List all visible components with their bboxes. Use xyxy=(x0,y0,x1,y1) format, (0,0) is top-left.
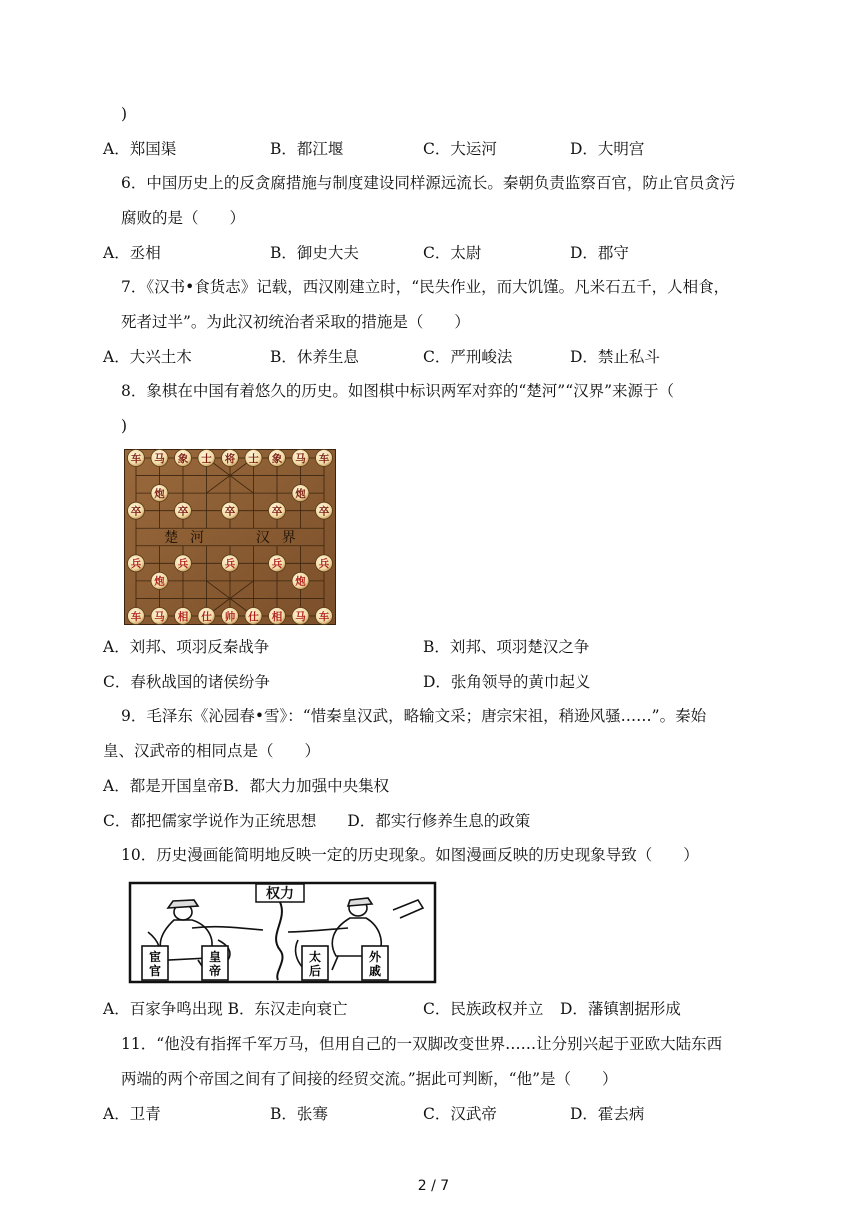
chessboard-figure xyxy=(124,449,336,625)
q6-stem-line2: 腐败的是（ ） xyxy=(121,209,246,227)
cartoon-label xyxy=(302,946,328,980)
chess-piece-top-row xyxy=(245,450,262,467)
svg-text:相: 相 xyxy=(177,610,189,623)
chess-piece-top-row xyxy=(175,450,192,467)
chess-piece-top-row xyxy=(151,450,168,467)
chess-piece-bottom-row xyxy=(128,608,145,625)
q11-option-c: C．汉武帝 xyxy=(423,1105,497,1123)
chess-piece-cannon-bottom xyxy=(151,572,168,589)
q7-stem-line1: 7．《汉书•食货志》记载，西汉刚建立时，“民失作业，而大饥馑。凡米石五千，人相食， xyxy=(121,278,730,296)
svg-text:权力: 权力 xyxy=(266,886,294,902)
chess-piece-bottom-row xyxy=(245,608,262,625)
river-label: 界 xyxy=(281,530,296,546)
chess-piece-pawn-top xyxy=(269,502,286,519)
q7-option-a: A．大兴土木 xyxy=(103,348,192,366)
q7-option-d: D．禁止私斗 xyxy=(570,348,660,366)
q6-option-c: C．太尉 xyxy=(423,244,482,262)
q7-option-c: C．严刑峻法 xyxy=(423,348,513,366)
chess-piece-bottom-row xyxy=(175,608,192,625)
q11-option-a: A．卫青 xyxy=(103,1105,161,1123)
svg-text:士: 士 xyxy=(248,452,259,465)
chess-piece-pawn-bottom xyxy=(128,555,145,572)
q11-option-d: D．霍去病 xyxy=(570,1105,645,1123)
chess-piece-pawn-top xyxy=(316,502,333,519)
q8-option-d: D．张角领导的黄巾起义 xyxy=(423,673,591,691)
q11-stem-line2: 两端的两个帝国之间有了间接的经贸交流。”据此可判断，“他”是（ ） xyxy=(121,1070,618,1088)
q10-option-ab: A．百家争鸣出现 B．东汉走向衰亡 xyxy=(103,1000,348,1018)
q8-option-a: A．刘邦、项羽反秦战争 xyxy=(103,638,270,656)
cartoon-figure xyxy=(128,880,438,986)
svg-text:外: 外 xyxy=(368,950,382,964)
svg-text:兵: 兵 xyxy=(224,558,236,571)
page-number: 2 / 7 xyxy=(417,1178,450,1194)
q6-option-b: B．御史大夫 xyxy=(270,244,359,262)
svg-text:兵: 兵 xyxy=(271,558,283,571)
svg-text:象: 象 xyxy=(177,452,189,465)
q6-option-a: A．丞相 xyxy=(103,244,161,262)
svg-text:炮: 炮 xyxy=(295,575,306,588)
chess-piece-pawn-bottom xyxy=(316,555,333,572)
river-label: 楚 xyxy=(164,530,179,546)
svg-text:士: 士 xyxy=(201,452,212,465)
chess-piece-top-row xyxy=(198,450,215,467)
q7-option-b: B．休养生息 xyxy=(270,348,359,366)
svg-text:炮: 炮 xyxy=(154,575,165,588)
q9-stem-line2: 皇、汉武帝的相同点是（ ） xyxy=(103,742,321,760)
svg-text:马: 马 xyxy=(154,610,165,623)
svg-text:卒: 卒 xyxy=(318,505,330,518)
chess-piece-top-row xyxy=(292,450,309,467)
chess-piece-top-row xyxy=(222,450,239,467)
chess-piece-top-row xyxy=(316,450,333,467)
q10-stem-line1: 10．历史漫画能简明地反映一定的历史现象。如图漫画反映的历史现象导致（ ） xyxy=(121,846,699,864)
svg-text:车: 车 xyxy=(130,610,142,623)
chess-piece-bottom-row xyxy=(198,608,215,625)
svg-text:马: 马 xyxy=(154,452,165,465)
q11-stem-line1: 11．“他没有指挥千军万马，但用自己的一双脚改变世界……让分别兴起于亚欧大陆东西 xyxy=(121,1035,723,1053)
q9-option-ab: A．都是开国皇帝B．都大力加强中央集权 xyxy=(103,777,390,795)
q5-option-d: D．大明宫 xyxy=(570,140,645,158)
chess-piece-top-row xyxy=(269,450,286,467)
q7-stem-line2: 死者过半”。为此汉初统治者采取的措施是（ ） xyxy=(121,313,470,331)
svg-text:卒: 卒 xyxy=(177,505,189,518)
svg-text:仕: 仕 xyxy=(248,610,259,623)
svg-text:相: 相 xyxy=(271,610,283,623)
continuation-paren: ) xyxy=(121,105,128,123)
cartoon-label xyxy=(202,946,228,980)
chess-piece-cannon-top xyxy=(292,485,309,502)
svg-text:帝: 帝 xyxy=(208,964,222,978)
svg-text:车: 车 xyxy=(318,452,330,465)
chess-piece-pawn-top xyxy=(222,502,239,519)
chess-piece-pawn-bottom xyxy=(175,555,192,572)
q8-option-c: C．春秋战国的诸侯纷争 xyxy=(103,673,270,691)
q8-option-b: B．刘邦、项羽楚汉之争 xyxy=(423,638,590,656)
svg-text:宦: 宦 xyxy=(148,950,162,964)
svg-text:卒: 卒 xyxy=(271,505,283,518)
svg-text:兵: 兵 xyxy=(130,558,142,571)
q8-stem-line1: 8．象棋在中国有着悠久的历史。如图棋中标识两军对弈的“楚河”“汉界”来源于（ xyxy=(121,382,675,400)
chess-piece-bottom-row xyxy=(151,608,168,625)
chess-piece-pawn-bottom xyxy=(222,555,239,572)
q5-option-c: C．大运河 xyxy=(423,140,497,158)
svg-text:炮: 炮 xyxy=(295,487,306,500)
chess-piece-cannon-top xyxy=(151,485,168,502)
cartoon-label xyxy=(142,946,168,980)
q8-stem-line2: ) xyxy=(121,417,128,435)
svg-text:后: 后 xyxy=(308,964,322,978)
svg-text:车: 车 xyxy=(318,610,330,623)
svg-text:卒: 卒 xyxy=(224,505,236,518)
svg-text:兵: 兵 xyxy=(318,558,330,571)
chess-piece-bottom-row xyxy=(316,608,333,625)
q9-stem-line1: 9．毛泽东《沁园春•雪》：“惜秦皇汉武，略输文采；唐宗宋祖，稍逊风骚……”。秦始 xyxy=(121,707,707,725)
q6-option-d: D．郡守 xyxy=(570,244,629,262)
svg-text:仕: 仕 xyxy=(201,610,212,623)
river-label: 河 xyxy=(190,530,205,546)
chess-piece-bottom-row xyxy=(269,608,286,625)
chess-piece-bottom-row xyxy=(292,608,309,625)
svg-text:太: 太 xyxy=(308,950,322,964)
q11-option-b: B．张骞 xyxy=(270,1105,328,1123)
svg-text:车: 车 xyxy=(130,452,142,465)
river-label: 汉 xyxy=(255,530,270,546)
svg-text:兵: 兵 xyxy=(177,558,189,571)
svg-text:皇: 皇 xyxy=(208,950,222,964)
q5-option-b: B．都江堰 xyxy=(270,140,344,158)
svg-text:戚: 戚 xyxy=(368,964,382,978)
q9-option-cd: C．都把儒家学说作为正统思想 D．都实行修养生息的政策 xyxy=(103,812,531,830)
chess-piece-pawn-top xyxy=(175,502,192,519)
svg-text:马: 马 xyxy=(295,610,306,623)
q10-option-c: C．民族政权并立 xyxy=(423,1000,544,1018)
chess-piece-cannon-bottom xyxy=(292,572,309,589)
chess-piece-bottom-row xyxy=(222,608,239,625)
svg-text:炮: 炮 xyxy=(154,487,165,500)
svg-text:马: 马 xyxy=(295,452,306,465)
svg-text:卒: 卒 xyxy=(130,505,142,518)
q10-option-d: D．藩镇割据形成 xyxy=(560,1000,681,1018)
svg-text:象: 象 xyxy=(271,452,283,465)
q6-stem-line1: 6．中国历史上的反贪腐措施与制度建设同样源远流长。秦朝负责监察百官，防止官员贪污 xyxy=(121,174,736,192)
svg-text:将: 将 xyxy=(224,452,236,465)
svg-text:帅: 帅 xyxy=(224,610,236,623)
chess-piece-top-row xyxy=(128,450,145,467)
q5-option-a: A．郑国渠 xyxy=(103,140,177,158)
svg-text:官: 官 xyxy=(148,964,162,978)
cartoon-label xyxy=(362,946,388,980)
chess-piece-pawn-top xyxy=(128,502,145,519)
chess-piece-pawn-bottom xyxy=(269,555,286,572)
